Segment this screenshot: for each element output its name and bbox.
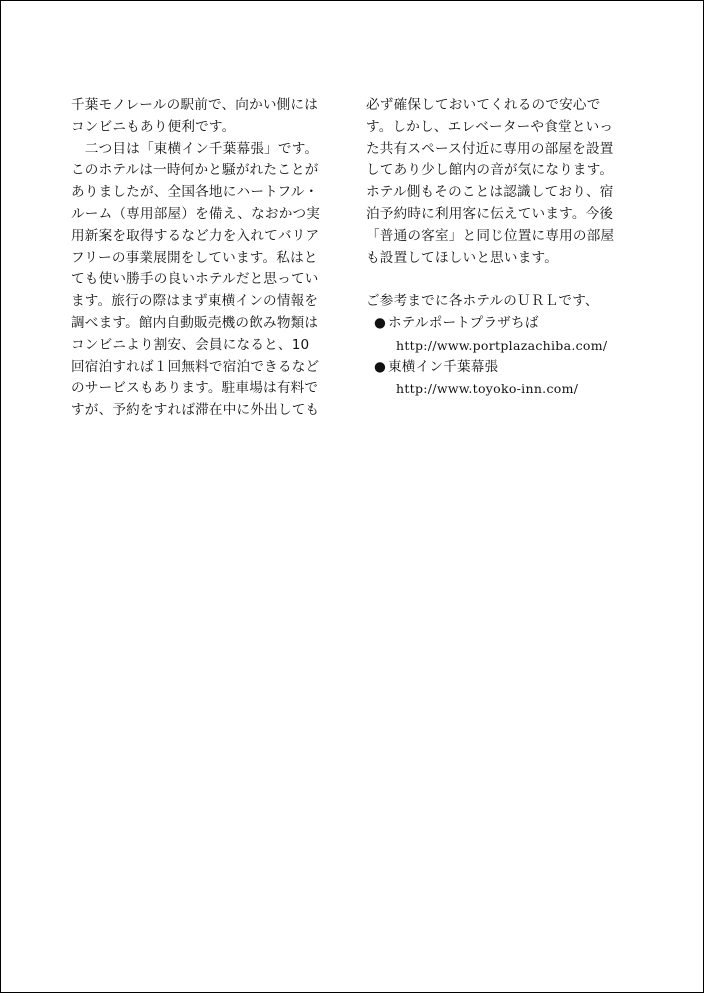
- body-text-line: ます。旅行の際はまず東横インの情報を: [71, 293, 319, 310]
- body-text-line: 泊予約時に利用客に伝えています。今後: [366, 205, 614, 222]
- body-text-line: のサービスもあります。駐車場は有料で: [71, 380, 319, 397]
- body-text-line: も設置してほしいと思います。: [366, 249, 559, 266]
- hotel-url[interactable]: http://www.toyoko-inn.com/: [396, 381, 579, 397]
- body-text-line: 「普通の客室」と同じ位置に専用の部屋: [366, 227, 615, 244]
- paragraph-spacer: [366, 269, 634, 291]
- body-text-line: コンビニより割安、会員になると、10: [71, 336, 310, 353]
- body-text-line: ても使い勝手の良いホテルだと思ってい: [71, 271, 319, 288]
- url-intro-text: ご参考までに各ホテルのＵＲＬです、: [366, 293, 599, 310]
- body-text-line: 用新案を取得するなど力を入れてバリア: [71, 227, 320, 244]
- body-text-line: 調べます。館内自動販売機の飲み物類は: [71, 314, 319, 331]
- hotel-name-line: [366, 313, 634, 335]
- body-text-line: 二つ目は「東横イン千葉幕張」です。: [71, 140, 319, 157]
- hotel-list: [366, 313, 634, 400]
- hotel-list-item: [366, 313, 634, 357]
- body-text-line: 必ず確保しておいてくれるので安心で: [366, 97, 601, 113]
- body-text-line: 千葉モノレールの駅前で、向かい側には: [71, 97, 319, 113]
- body-text-line: 回宿泊すれば１回無料で宿泊できるなど: [71, 358, 320, 375]
- hotel-name-line: [366, 357, 634, 379]
- hotel-name: 東横イン千葉幕張: [388, 358, 499, 375]
- bullet-icon: ●: [373, 358, 387, 375]
- body-text-line: ホテル側もそのことは認識しており、宿: [366, 184, 614, 201]
- hotel-name: ホテルポートプラザちば: [388, 314, 539, 331]
- body-text-line: コンビニもあり便利です。: [71, 118, 236, 135]
- body-text-line: してあり少し館内の音が気になります。: [366, 162, 614, 179]
- hotel-url[interactable]: http://www.portplazachiba.com/: [396, 337, 608, 353]
- body-text-line: フリーの事業展開をしています。私はと: [71, 249, 318, 266]
- left-text-column: [71, 95, 339, 422]
- body-text-line: すが、予約をすれば滞在中に外出しても: [71, 402, 320, 419]
- body-text-line: ありましたが、全国各地にハートフル・: [71, 184, 319, 201]
- bullet-icon: ●: [373, 314, 387, 331]
- right-text-column: [366, 95, 634, 400]
- body-text-line: た共有スペース付近に専用の部屋を設置: [366, 140, 614, 157]
- body-text-line: このホテルは一時何かと騒がれたことが: [71, 162, 319, 179]
- hotel-list-item: [366, 357, 634, 401]
- body-text-line: ルーム（専用部屋）を備え、なおかつ実: [71, 205, 321, 222]
- body-text-line: す。しかし、エレベーターや食堂といっ: [366, 118, 614, 135]
